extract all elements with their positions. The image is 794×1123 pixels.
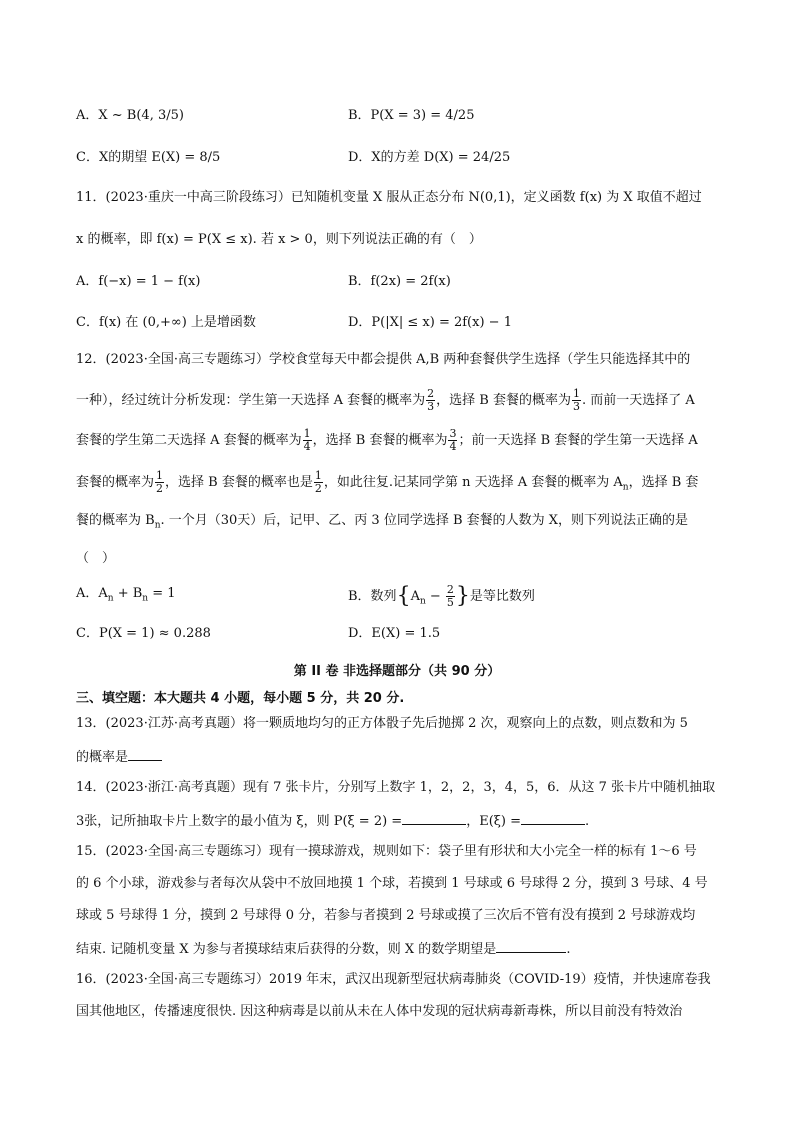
section-heading: 三、填空题：本大题共 4 小题，每小题 5 分，共 20 分. [76,691,405,706]
right-brace: } [455,583,470,609]
q12-stem-line3 [76,428,698,453]
q15-stem-line4 [76,938,570,960]
q11-option-b: B．f(2x) = 2f(x) [348,274,451,289]
q10-option-a: A．X ~ B(4, 3/5) [76,108,184,123]
numerator: 3 [449,427,457,440]
fraction-three-quarters [448,428,457,453]
q15-stem-line3: 球或 5 号球得 1 分，摸到 2 号球得 0 分，若参与者摸到 2 号球或摸了三次后不管有没有摸到 2 号球游戏均 [76,908,696,923]
q12-stem-line4 [76,470,698,498]
q12-text: ，选择 B 套 [628,475,699,490]
numerator: 2 [427,387,435,400]
q10-option-d: D．X的方差 D(X) = 24/25 [348,150,511,165]
denominator: 2 [314,482,322,495]
fraction-one-half [155,470,164,495]
q12-stem-line5 [76,511,688,536]
answer-blank[interactable] [496,938,566,953]
denominator: 4 [303,440,311,453]
subscript-n: n [142,593,149,604]
q12-option-b-text: B．数列 [348,589,397,604]
q12-stem-line2 [76,388,695,413]
q14-text: 3张，记所抽取卡片上数字的最小值为 ξ，则 P(ξ = 2) = [76,814,403,829]
q12-text: 套餐的概率为 [76,475,155,490]
q12-text: 一种），经过统计分析发现：学生第一天选择 A 套餐的概率为 [76,393,426,408]
q12-option-a-text: A．A [76,586,108,601]
fraction-one-quarter [303,428,312,453]
left-brace: { [396,583,411,609]
q13-stem-line1: 13．(2023·江苏·高考真题）将一颗质地均匀的正方体骰子先后抛掷 2 次，观察向上的点数，则点数和为 5 [76,716,688,731]
denominator: 2 [156,482,164,495]
answer-blank[interactable] [128,746,162,761]
q11-option-d: D．P(|X| ≤ x) = 2f(x) − 1 [348,315,512,330]
q14-text: . [585,814,590,829]
q12-text: ，选择 B 套餐的概率也是 [165,475,313,490]
denominator: 5 [446,596,454,609]
q12-option-b [348,584,535,612]
q16-stem-line2: 国其他地区，传播速度很快. 因这种病毒是以前从未在人体中发现的冠状病毒新毒株，所以目前没有特效治 [76,1004,683,1019]
q12-stem-line1: 12．(2023·全国·高三专题练习）学校食堂每天中都会提供 A,B 两种套餐供学生选择（学生只能选择其中的 [76,352,691,367]
q12-option-c: C．P(X = 1) ≈ 0.288 [76,626,211,641]
subscript-n: n [107,593,114,604]
q12-text: ；前一天选择 B 套餐的学生第一天选择 A [458,433,698,448]
q11-option-c: C．f(x) 在 (0,+∞) 上是增函数 [76,315,256,330]
fraction-two-thirds [426,388,435,413]
subscript-n: n [622,482,629,493]
answer-blank[interactable] [402,810,466,825]
q11-stem-line2: x 的概率，即 f(x) = P(X ≤ x). 若 x > 0，则下列说法正确的有（ ） [76,232,482,247]
answer-blank[interactable] [521,810,585,825]
q14-text: ，E(ξ) = [466,814,522,829]
denominator: 4 [449,440,457,453]
q10-option-c: C．X的期望 E(X) = 8/5 [76,150,221,165]
q11-option-a: A．f(−x) = 1 − f(x) [76,274,201,289]
fraction-one-half [314,470,323,495]
q15-text: 结束. 记随机变量 X 为参与者摸球结束后获得的分数，则 X 的数学期望是 [76,942,497,957]
denominator: 3 [427,400,435,413]
section-title: 第 II 卷 非选择题部分（共 90 分） [293,664,501,679]
q10-option-b: B．P(X = 3) = 4/25 [348,108,475,123]
q12-option-d: D．E(X) = 1.5 [348,626,441,641]
numerator: 1 [572,387,580,400]
q12-option-a [76,584,176,609]
numerator: 1 [314,469,322,482]
q12-option-b-text: A [410,589,420,604]
q12-option-b-text: 是等比数列 [469,589,535,604]
q12-text: 套餐的学生第二天选择 A 套餐的概率为 [76,433,302,448]
q15-text: . [566,942,571,957]
q12-text: . 而前一天选择了 A [581,393,695,408]
fraction-two-fifths [446,584,455,609]
q12-text: ，选择 B 套餐的概率为 [312,433,448,448]
denominator: 3 [572,400,580,413]
q16-stem-line1: 16．(2023·全国·高三专题练习）2019 年末，武汉出现新型冠状病毒肺炎（COVID-19）疫情，并快速席卷我 [76,972,711,987]
numerator: 1 [303,427,311,440]
q11-stem-line1: 11．(2023·重庆一中高三阶段练习）已知随机变量 X 服从正态分布 N(0,1)，定义函数 f(x) 为 X 取值不超过 [76,190,702,205]
q12-option-a-text: = 1 [148,586,176,601]
q12-option-a-text: + B [113,586,143,601]
q13-stem-line2 [76,746,162,768]
q12-text: 餐的概率为 B [76,513,155,528]
q13-text: 的概率是 [76,750,129,765]
numerator: 1 [156,469,164,482]
q14-stem-line1: 14．(2023·浙江·高考真题）现有 7 张卡片，分别写上数字 1，2，2，3，4，5，6．从这 7 张卡片中随机抽取 [76,780,716,795]
fraction-one-third [572,388,581,413]
q12-text: ，如此往复.记某同学第 n 天选择 A 套餐的概率为 A [323,475,623,490]
q12-text: . 一个月（30天）后，记甲、乙、丙 3 位同学选择 B 套餐的人数为 X，则下列说法正确的是 [160,513,689,528]
q12-stem-line6: （ ） [76,551,116,566]
subscript-n: n [419,596,426,607]
q15-stem-line1: 15．(2023·全国·高三专题练习）现有一摸球游戏，规则如下：袋子里有形状和大小完全一样的标有 1～6 号 [76,844,697,859]
numerator: 2 [446,583,454,596]
q12-text: ，选择 B 套餐的概率为 [436,393,571,408]
q12-option-b-text: − [425,589,445,604]
subscript-n: n [154,520,161,531]
q15-stem-line2: 的 6 个小球，游戏参与者每次从袋中不放回地摸 1 个球，若摸到 1 号球或 6 号球得 2 分，摸到 3 号球、4 号 [76,876,708,891]
q14-stem-line2 [76,810,589,832]
